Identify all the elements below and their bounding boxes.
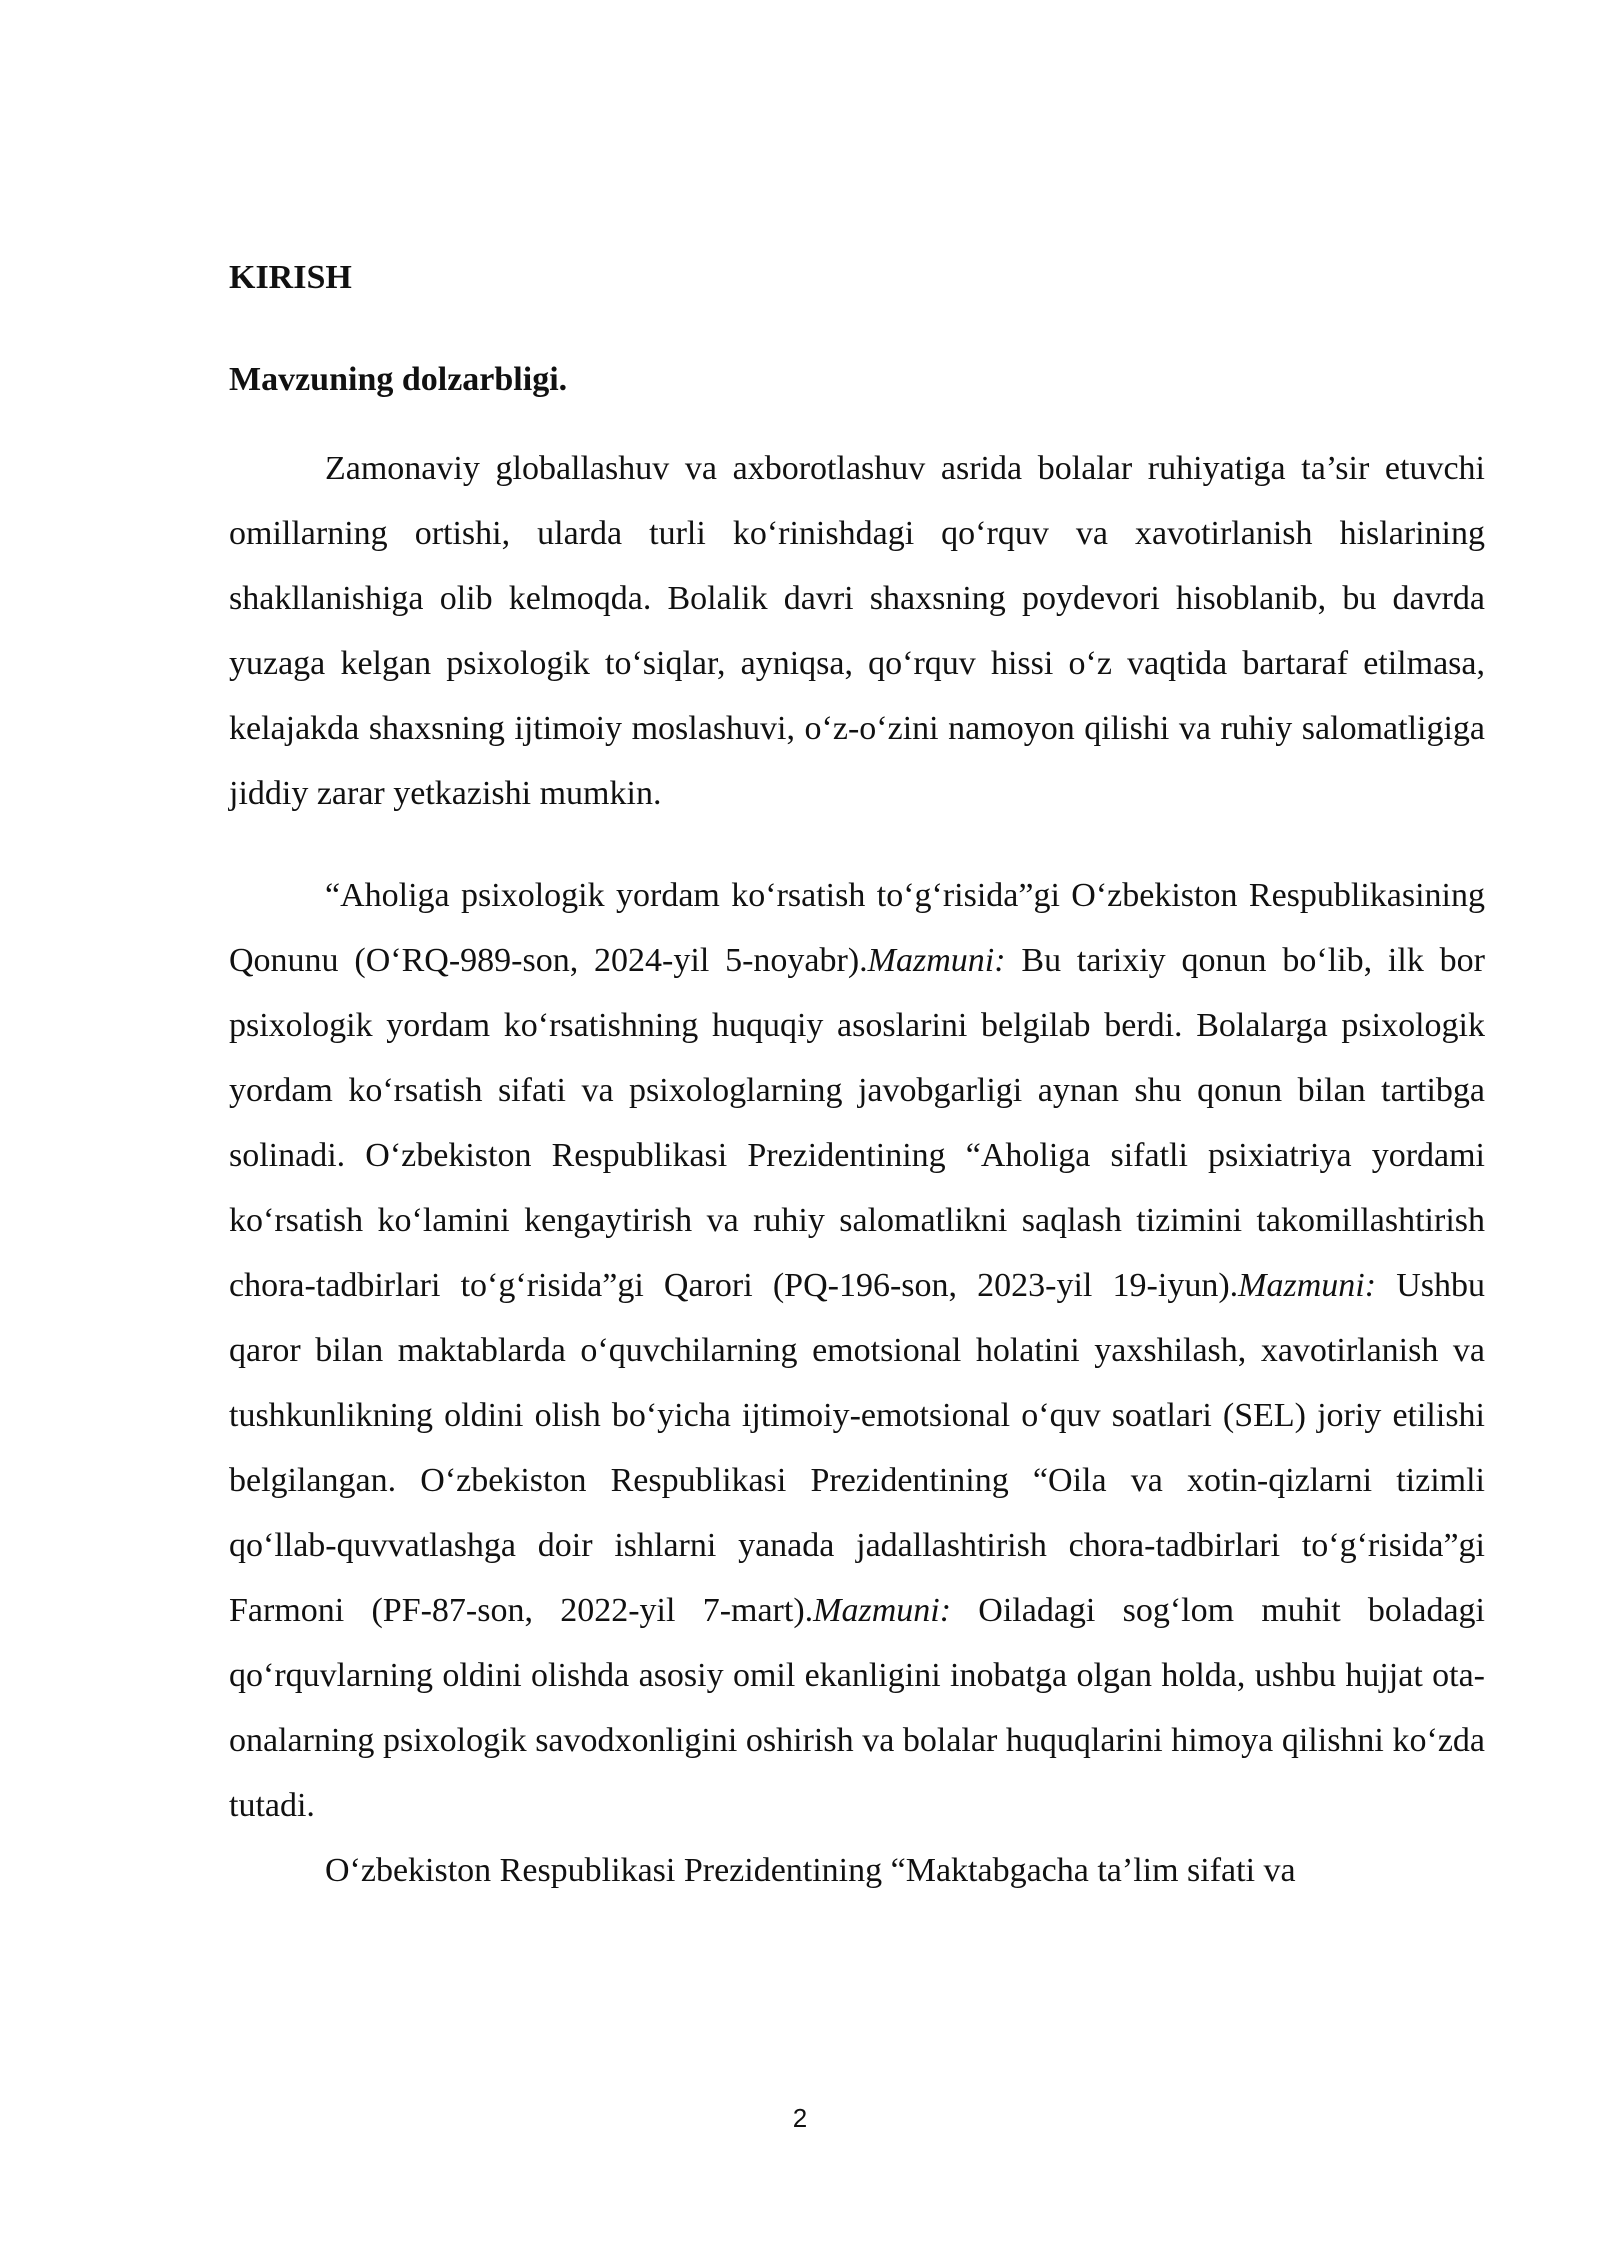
law-2-title: O‘zbekiston Respublikasi Prezidentining “Aholiga sifatli psixiatriya yordami ko‘rsatish ko‘lamini kengaytirish va ruhiy salomatlikni saqlash tizimini takomillashtirish chora-tadbirlari to‘g‘risida”gi Qarori (PQ-196-son, 2023-yil 19-iyun). xyxy=(229,1137,1485,1304)
law-3-summary: Oiladagi sog‘lom muhit boladagi qo‘rquvlarning oldini olishda asosiy omil ekanligini inobatga olgan holda, ushbu hujjat ota-onalarning psixologik savodxonligini oshirish va bolalar huquqlarini himoya qilishni ko‘zda tutadi. xyxy=(229,1592,1485,1824)
law-3-title: O‘zbekiston Respublikasi Prezidentining “Oila va xotin-qizlarni tizimli qo‘llab-quvvatlashga doir ishlarni yanada jadallashtirish chora-tadbirlari to‘g‘risida”gi Farmoni (PF-87-son, 2022-yil 7-mart). xyxy=(229,1462,1485,1629)
section-title: KIRISH xyxy=(229,259,352,296)
intro-paragraph: Zamonaviy globallashuv va axborotlashuv asrida bolalar ruhiyatiga ta’sir etuvchi omillarning ortishi, ularda turli ko‘rinishdagi qo‘rquv va xavotirlanish hislarining shakllanishiga olib kelmoqda. Bolalik davri shaxsning poydevori hisoblanib, bu davrda yuzaga kelgan psixologik to‘siqlar, ayniqsa, qo‘rquv hissi o‘z vaqtida bartaraf etilmasa, kelajakda shaxsning ijtimoiy moslashuvi, o‘z-o‘zini namoyon qilishi va ruhiy salomatligiga jiddiy zarar yetkazishi mumkin. xyxy=(229,450,1485,812)
law-3-summary-label: Mazmuni: xyxy=(813,1592,952,1629)
law-1-summary-label: Mazmuni: xyxy=(867,942,1006,979)
law-1-summary: Bu tarixiy qonun bo‘lib, ilk bor psixologik yordam ko‘rsatishning huquqiy asoslarini belgilab berdi. Bolalarga psixologik yordam ko‘rsatish sifati va psixologlarning javobgarligi aynan shu qonun bilan tartibga solinadi. xyxy=(229,942,1485,1174)
law-2-summary: Ushbu qaror bilan maktablarda o‘quvchilarning emotsional holatini yaxshilash, xavotirlanish va tushkunlikning oldini olish bo‘yicha ijtimoiy-emotsional o‘quv soatlari (SEL) joriy etilishi belgilangan. xyxy=(229,1267,1485,1499)
page-number: 2 xyxy=(792,2103,808,2133)
legal-basis-paragraph xyxy=(229,863,1485,1838)
law-1-title: “Aholiga psixologik yordam ko‘rsatish to‘g‘risida”gi O‘zbekiston Respublikasining Qonunu (O‘RQ-989-son, 2024-yil 5-noyabr). xyxy=(229,877,1485,979)
law-2-summary-label: Mazmuni: xyxy=(1238,1267,1377,1304)
document-body xyxy=(229,248,1485,1903)
section-subtitle: Mavzuning dolzarbligi. xyxy=(229,361,568,398)
continuation-paragraph: O‘zbekiston Respublikasi Prezidentining “Maktabgacha ta’lim sifati va xyxy=(325,1852,1296,1889)
